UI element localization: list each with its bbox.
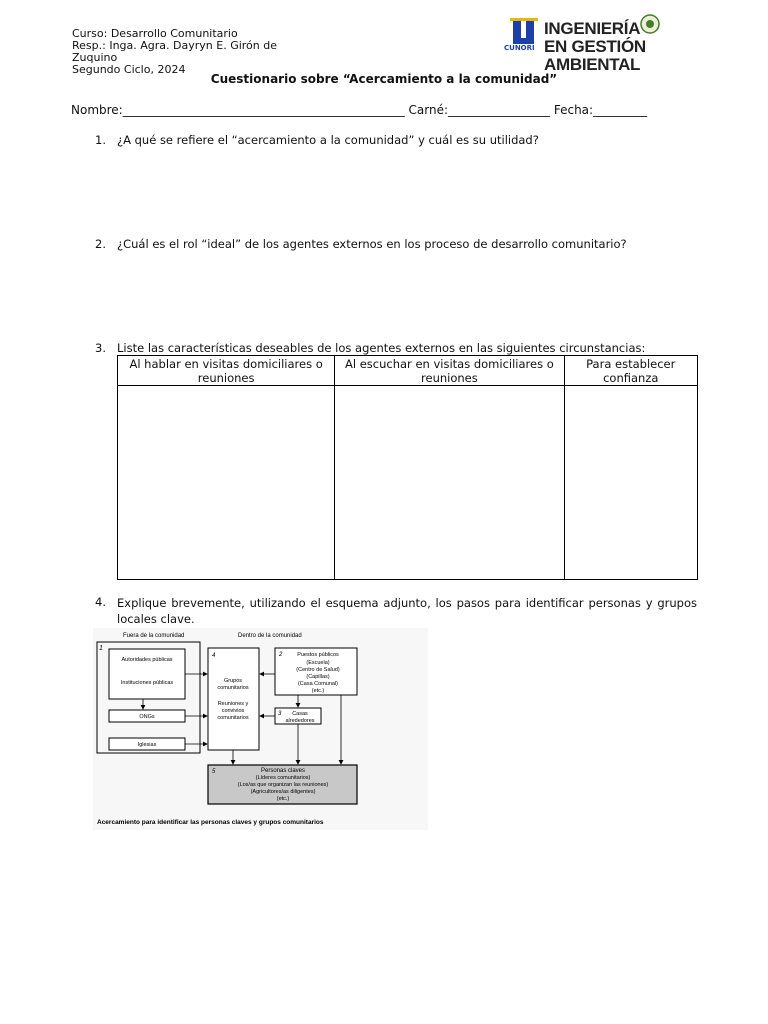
question-number: 4.: [95, 595, 106, 609]
question-text: ¿Cuál es el rol “ideal” de los agentes externos en los proceso de desarrollo comunitario?: [117, 237, 627, 251]
step-number: 2: [279, 652, 283, 658]
posts-label: Puestos públicos: [297, 652, 339, 658]
table-header-row: [118, 356, 698, 386]
answer-cell[interactable]: [118, 386, 335, 580]
course-cycle: Segundo Ciclo, 2024: [72, 63, 186, 76]
program-logo: [500, 14, 690, 74]
step-number: 3: [278, 711, 282, 717]
course-responsible: Resp.: Inga. Agra. Dayryn E. Girón de Zuquino: [72, 39, 277, 64]
meetings-label-1: Reuniones y: [217, 701, 249, 707]
traits-table: [117, 355, 698, 580]
key-etc-label: (etc.): [276, 796, 290, 802]
logo-line-1: INGENIERÍA: [544, 19, 641, 38]
authorities-label: Autoridades públicas: [121, 657, 173, 663]
question-number: 1.: [95, 133, 106, 147]
question-number: 2.: [95, 237, 106, 251]
question-text: ¿A qué se refiere el “acercamiento a la comunidad” y cuál es su utilidad?: [117, 133, 539, 147]
course-header: [72, 27, 302, 76]
groups-label-2: comunitarios: [217, 685, 249, 691]
student-fields: Nombre:_______________________________________________ Carné:_________________ Fecha:_________: [71, 103, 648, 117]
groups-label-1: Grupos: [223, 678, 243, 684]
community-groups-box: [208, 648, 259, 750]
question-number: 3.: [95, 341, 106, 355]
outside-label: Fuera de la comunidad: [123, 633, 185, 639]
table-header: Para establecer confianza: [564, 356, 697, 386]
communal-house-label: (Casa Comunal): [297, 681, 339, 687]
houses-label-1: Casas: [292, 711, 308, 717]
inside-label: Dentro de la comunidad: [238, 633, 302, 639]
course-name: Curso: Desarrollo Comunitario: [72, 27, 238, 40]
table-header: Al escuchar en visitas domiciliares o reuniones: [335, 356, 564, 386]
chapels-label: (Capillas): [306, 674, 330, 680]
table-row: [118, 386, 698, 580]
question-1: [95, 133, 700, 149]
ngos-label: ONGs: [139, 714, 155, 720]
logo-subtext: CUNORI: [504, 44, 535, 52]
houses-label-2: alrededores: [285, 718, 315, 724]
step-number: 4: [212, 653, 216, 659]
leaders-label: (Líderes comunitarios): [255, 775, 311, 781]
question-text: Liste las características deseables de los agentes externos en las siguientes circunstancias:: [117, 341, 646, 355]
health-label: (Centro de Salud): [296, 667, 340, 673]
meetings-label-3: comunitarios: [217, 715, 249, 721]
step-number: 1: [99, 645, 103, 652]
diagram-caption: Acercamiento para identificar las personas claves y grupos comunitarios: [97, 819, 324, 826]
document-title: Cuestionario sobre “Acercamiento a la comunidad”: [210, 72, 558, 86]
step-number: 5: [212, 769, 216, 775]
key-persons-label: Personas claves: [260, 768, 306, 774]
diagram-canvas: [93, 628, 428, 830]
question-text: Explique brevemente, utilizando el esquema adjunto, los pasos para identificar personas y grupos locales clave.: [117, 596, 697, 626]
meetings-label-2: convivios: [221, 708, 245, 714]
question-4: [95, 595, 700, 629]
question-2: [95, 237, 700, 253]
churches-label: Iglesias: [137, 742, 157, 748]
logo-line-2: EN GESTIÓN AMBIENTAL: [544, 37, 646, 74]
community-approach-diagram: [93, 628, 428, 830]
table-header: Al hablar en visitas domiciliares o reuniones: [118, 356, 335, 386]
organizers-label: (Los/as que organizan las reuniones): [237, 782, 329, 788]
farmers-label: (Agricultores/as diligentes): [250, 789, 316, 795]
answer-cell[interactable]: [564, 386, 697, 580]
posts-etc-label: (etc.): [311, 688, 325, 694]
school-label: (Escuela): [306, 660, 330, 666]
institutions-label: Instituciones públicas: [120, 680, 174, 686]
answer-cell[interactable]: [335, 386, 564, 580]
